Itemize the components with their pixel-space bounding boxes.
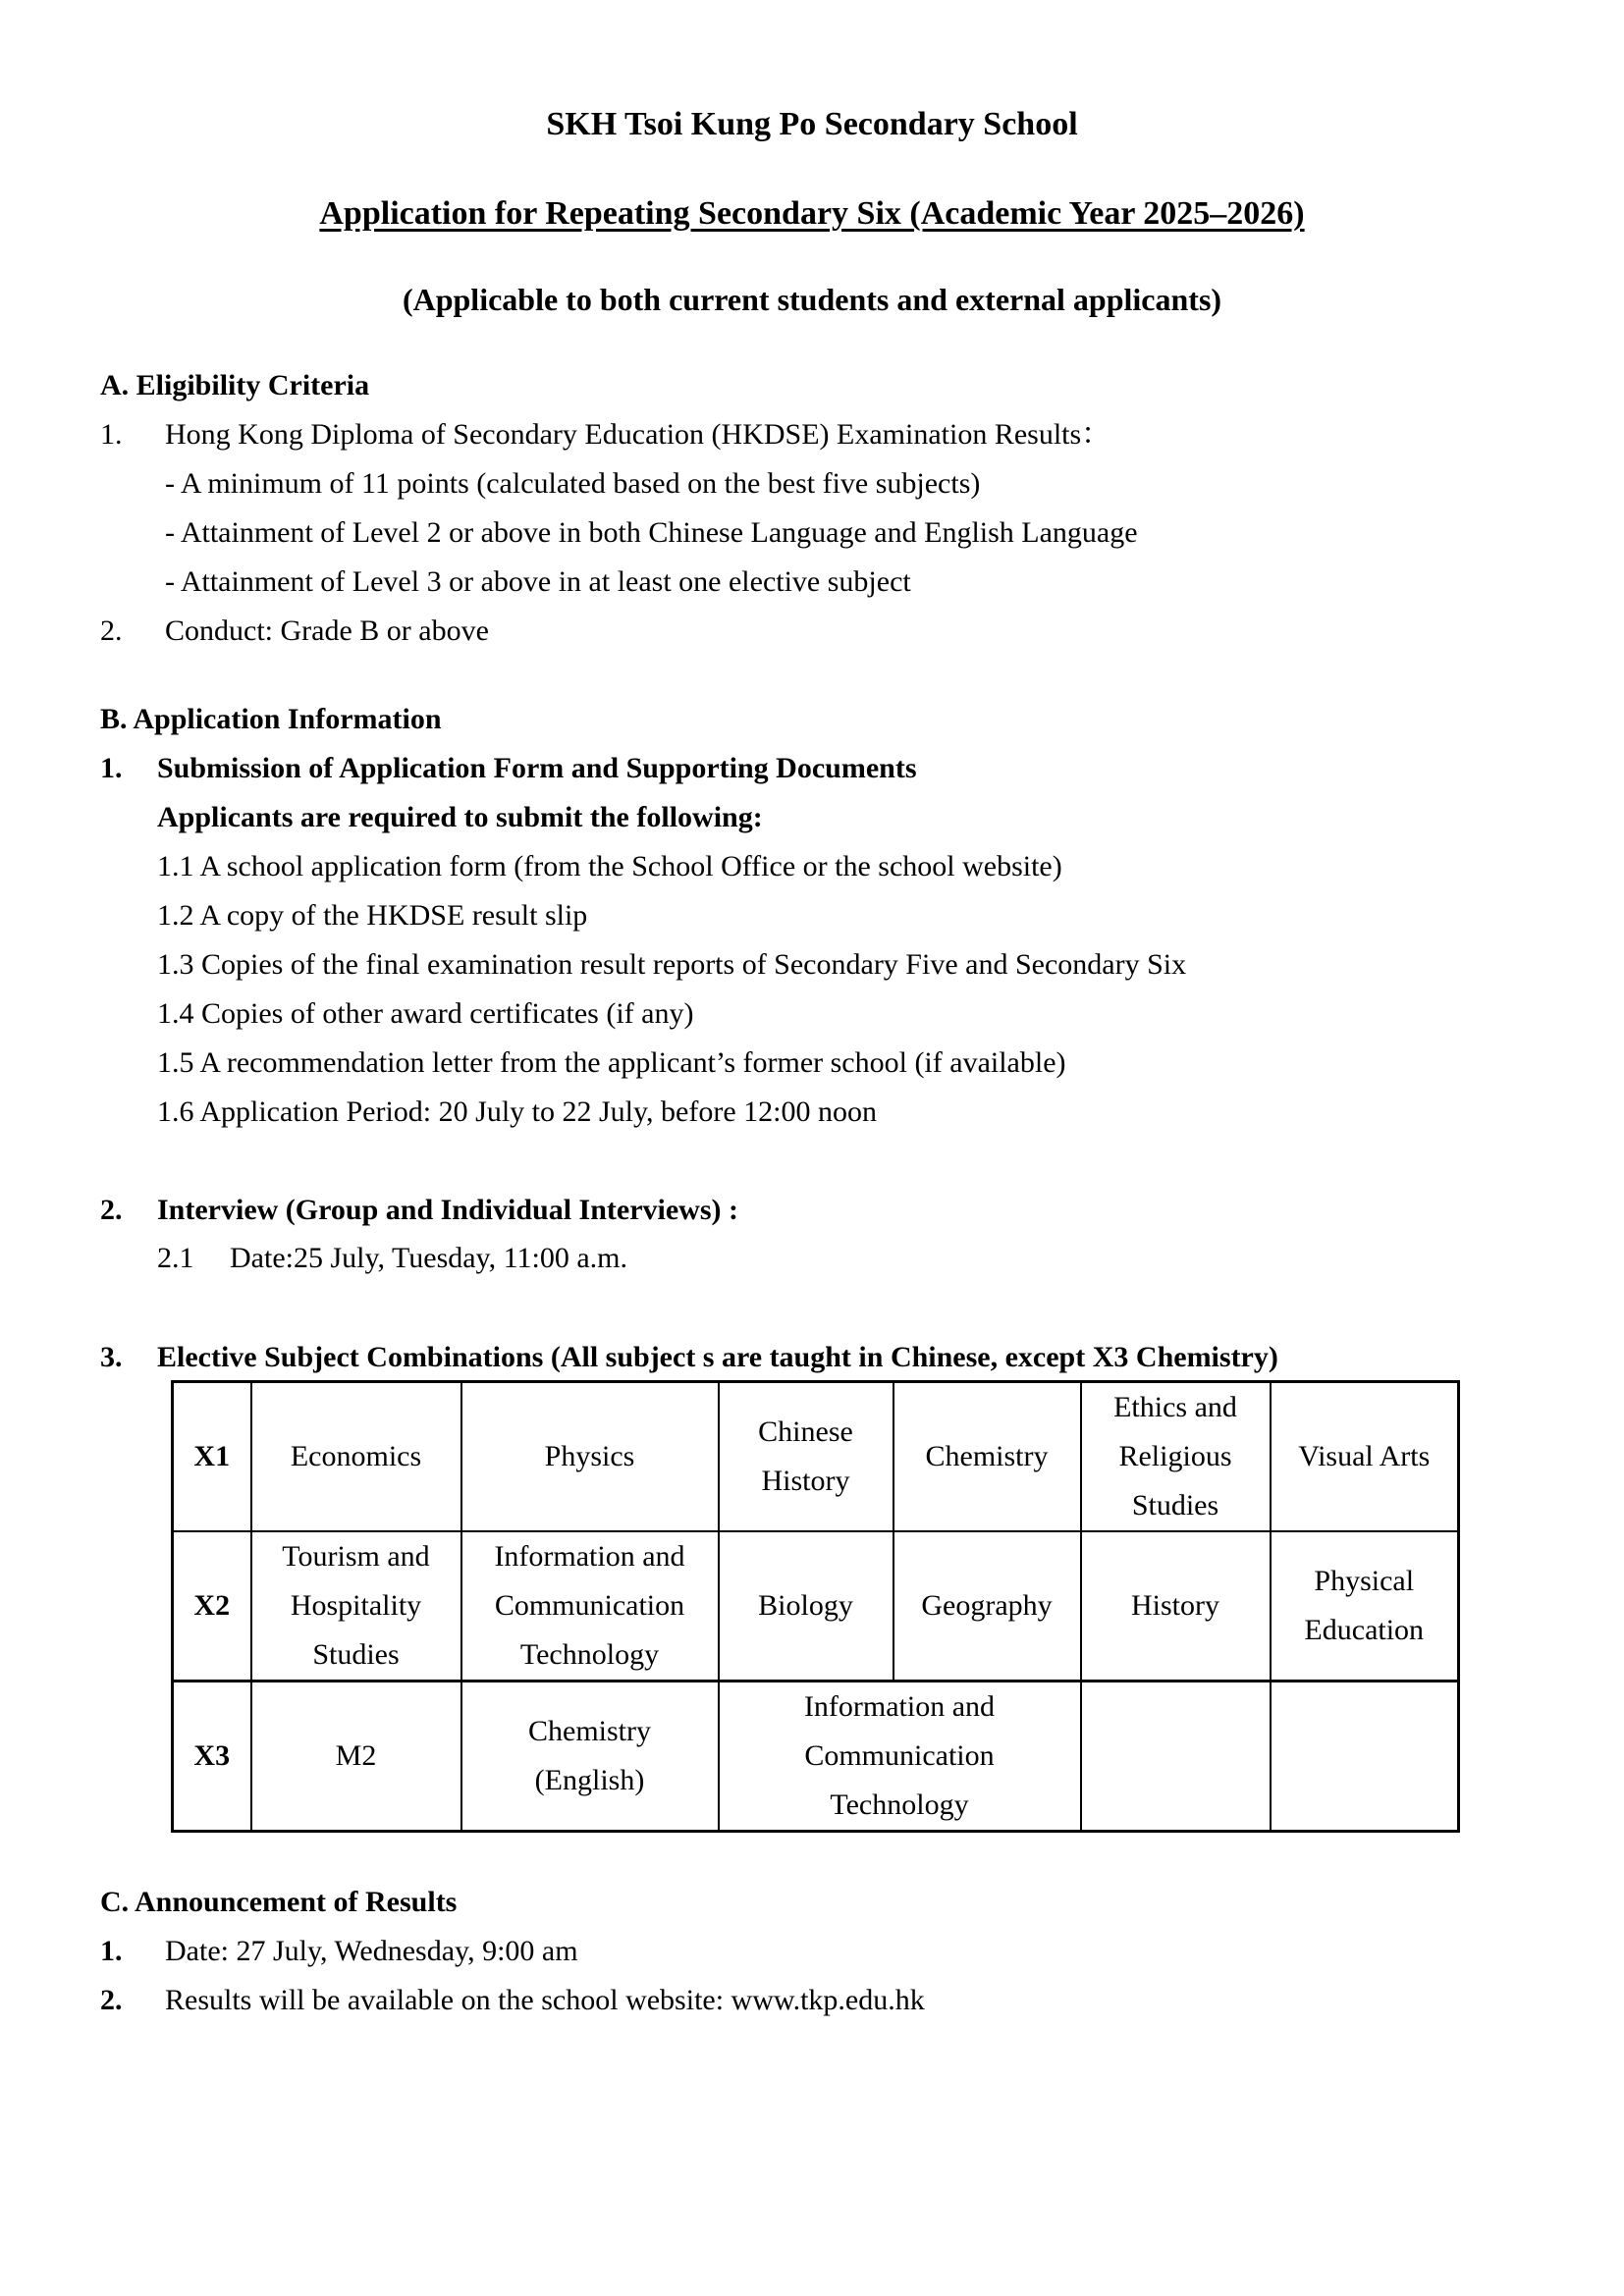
subject-cell: Tourism and Hospitality Studies <box>251 1531 461 1682</box>
empty-cell <box>1081 1682 1271 1832</box>
item-number: 1. <box>100 1935 123 1967</box>
application-period: 1.6 Application Period: 20 July to 22 July, before 12:00 noon <box>157 1095 877 1128</box>
table-row-x2 <box>173 1531 1459 1682</box>
table-row-x3 <box>173 1682 1459 1832</box>
row-label: X2 <box>173 1531 251 1682</box>
item-text: Hong Kong Diploma of Secondary Education (HKDSE) Examination Results： <box>165 418 1111 451</box>
row-label: X1 <box>173 1382 251 1532</box>
submission-sub-item: 1.1 A school application form (from the School Office or the school website) <box>157 850 1062 882</box>
announcement-website: Results will be available on the school website: www.tkp.edu.hk <box>165 1984 925 2016</box>
table-row-x1 <box>173 1382 1459 1532</box>
empty-cell <box>1271 1682 1459 1832</box>
submission-sub-item: 1.5 A recommendation letter from the applicant’s former school (if available) <box>157 1046 1066 1079</box>
interview-date-text: Date:25 July, Tuesday, 11:00 a.m. <box>230 1242 627 1274</box>
submission-title: Submission of Application Form and Supporting Documents <box>157 752 917 784</box>
item-number: 2. <box>100 614 123 647</box>
section-a-heading: A. Eligibility Criteria <box>100 369 370 401</box>
subject-cell: Chemistry <box>893 1382 1081 1532</box>
eligibility-sub-item: - Attainment of Level 3 or above in at least one elective subject <box>165 565 911 598</box>
item-number: 2. <box>100 1984 123 2016</box>
announcement-item <box>0 1927 1624 1976</box>
subject-cell: Geography <box>893 1531 1081 1682</box>
submission-sub-item: 1.2 A copy of the HKDSE result slip <box>157 899 588 932</box>
item-text: Conduct: Grade B or above <box>165 614 489 647</box>
interview-item <box>0 1186 1624 1235</box>
subject-cell: Ethics and Religious Studies <box>1081 1382 1271 1532</box>
elective-item <box>0 1333 1624 1382</box>
applicability-note: (Applicable to both current students and external applicants) <box>402 282 1222 317</box>
elective-title: Elective Subject Combinations (All subject s are taught in Chinese, except X3 Chemistry) <box>157 1341 1278 1373</box>
submission-sub-item: 1.3 Copies of the final examination result reports of Secondary Five and Secondary Six <box>157 948 1187 981</box>
announcement-date: Date: 27 July, Wednesday, 9:00 am <box>165 1935 578 1967</box>
eligibility-item <box>0 410 1624 459</box>
subject-cell: Biology <box>719 1531 893 1682</box>
interview-sub-number: 2.1 <box>157 1242 194 1274</box>
submission-sub-item: 1.4 Copies of other award certificates (if any) <box>157 997 694 1030</box>
announcement-item <box>0 1976 1624 2025</box>
subject-cell: Physics <box>461 1382 719 1532</box>
submission-item <box>0 744 1624 793</box>
subject-cell: Chemistry (English) <box>461 1682 719 1832</box>
school-name: SKH Tsoi Kung Po Secondary School <box>546 106 1078 142</box>
interview-date <box>0 1234 1624 1283</box>
item-number: 1. <box>100 752 123 784</box>
submission-intro: Applicants are required to submit the following: <box>157 801 763 833</box>
subject-cell: Information and Communication Technology <box>461 1531 719 1682</box>
row-label: X3 <box>173 1682 251 1832</box>
eligibility-item <box>0 607 1624 656</box>
section-b-heading: B. Application Information <box>100 703 442 735</box>
eligibility-sub-item: - A minimum of 11 points (calculated based on the best five subjects) <box>165 467 981 500</box>
subject-cell: M2 <box>251 1682 461 1832</box>
section-c-heading: C. Announcement of Results <box>100 1886 458 1918</box>
document-title: Application for Repeating Secondary Six (Academic Year 2025–2026) <box>319 195 1305 232</box>
subject-cell: Visual Arts <box>1271 1382 1459 1532</box>
eligibility-sub-item: - Attainment of Level 2 or above in both Chinese Language and English Language <box>165 516 1138 549</box>
item-number: 2. <box>100 1194 123 1226</box>
item-number: 1. <box>100 418 123 451</box>
elective-combinations-table <box>171 1380 1460 1833</box>
subject-cell: Chinese History <box>719 1382 893 1532</box>
subject-cell: Economics <box>251 1382 461 1532</box>
subject-cell: History <box>1081 1531 1271 1682</box>
subject-cell-merged: Information and Communication Technology <box>719 1682 1081 1832</box>
interview-title: Interview (Group and Individual Interviews) : <box>157 1194 739 1226</box>
subject-cell: Physical Education <box>1271 1531 1459 1682</box>
item-number: 3. <box>100 1341 123 1373</box>
